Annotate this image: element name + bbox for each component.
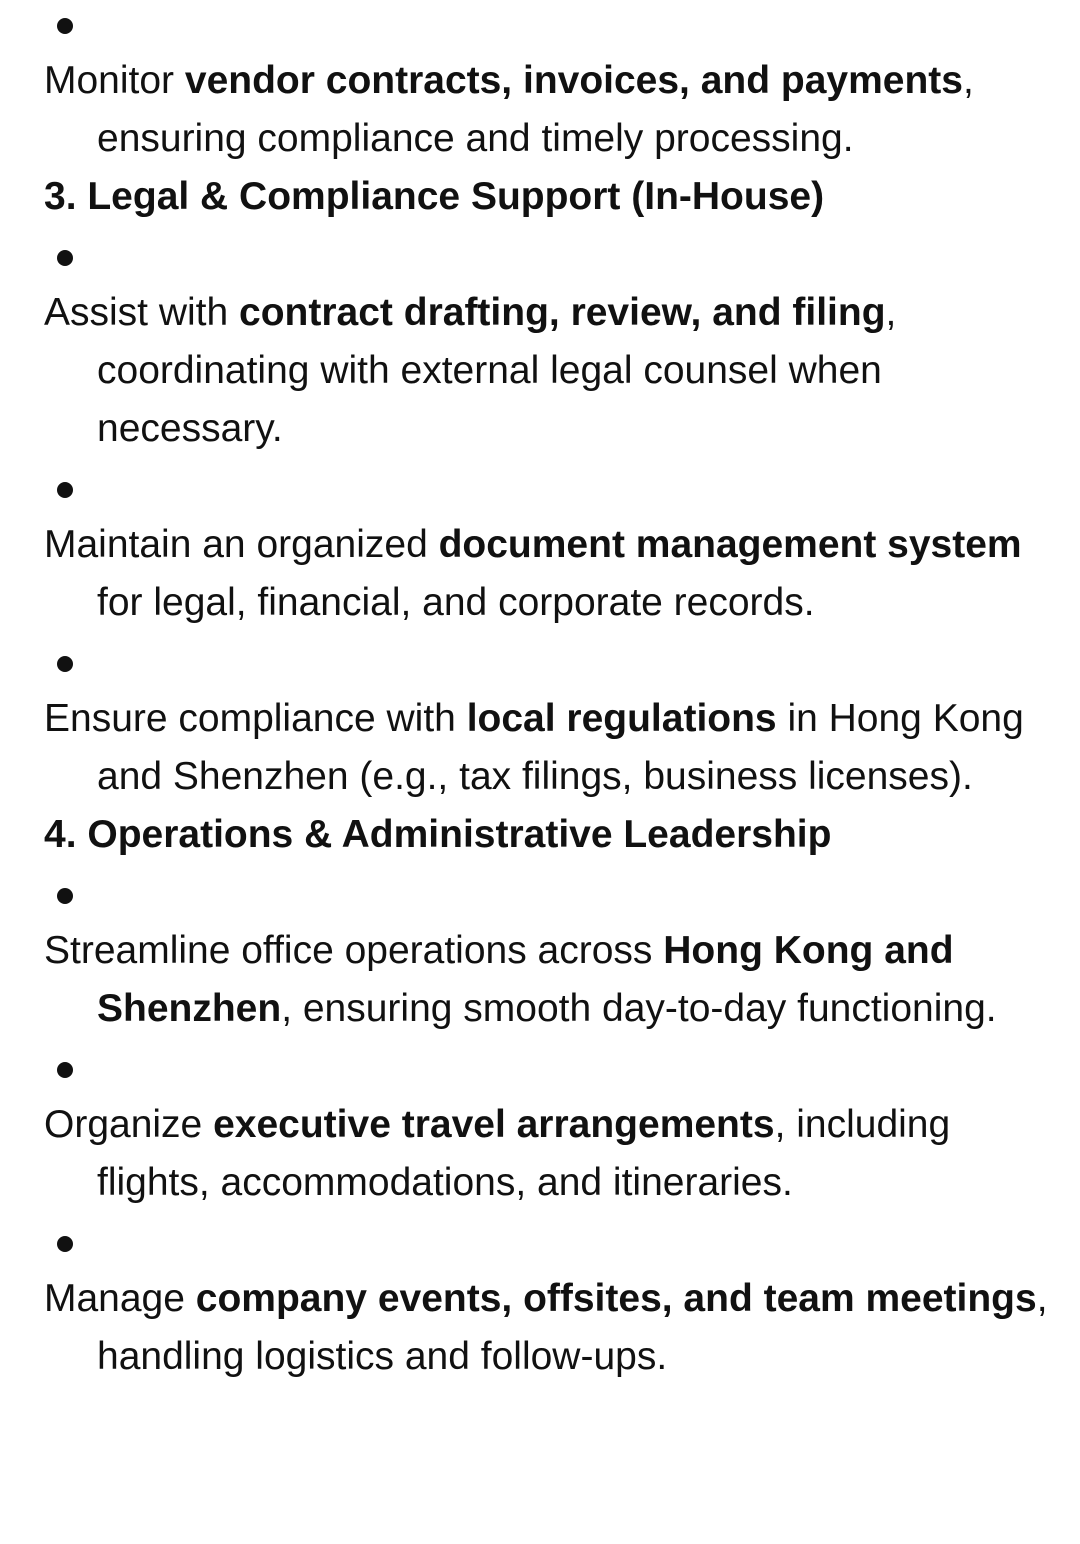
text-run: Manage [44,1277,196,1320]
list-item [0,1270,1080,1386]
bold-phrase: local regulations [466,697,777,740]
bullet-dot-icon [57,656,73,672]
text-run: , ensuring compliance and timely processing. [97,59,974,160]
bullet-dot-icon [57,18,73,34]
list-item [0,516,1080,632]
bold-phrase: executive travel arrangements [213,1103,775,1146]
text-run: Ensure compliance with [44,697,467,740]
bold-phrase: vendor contracts, invoices, and payments [184,59,963,102]
bullet-marker [0,864,1080,922]
bullet-marker [0,1212,1080,1270]
text-run: in Hong Kong and Shenzhen (e.g., tax filings, business licenses). [97,697,1024,798]
list-item [0,1096,1080,1212]
bold-phrase: Hong Kong and Shenzhen [97,929,954,1030]
bullet-marker [0,1038,1080,1096]
bullet-marker [0,632,1080,690]
bold-phrase: document management system [438,523,1022,566]
bullet-dot-icon [57,888,73,904]
bold-phrase: company events, offsites, and team meetings [195,1277,1037,1320]
bullet-dot-icon [57,482,73,498]
text-run: Streamline office operations across [44,929,664,972]
text-run: , including flights, accommodations, and itineraries. [97,1103,951,1204]
section-heading: 4. Operations & Administrative Leadership [44,813,832,856]
text-run: Monitor [44,59,185,102]
bullet-dot-icon [57,1236,73,1252]
bullet-marker [0,458,1080,516]
text-run: , ensuring smooth day-to-day functioning. [281,987,997,1030]
text-run: Maintain an organized [44,523,439,566]
bullet-marker [0,226,1080,284]
bullet-dot-icon [57,250,73,266]
bullet-marker [0,0,1080,52]
list-item [0,52,1080,168]
list-item [0,690,1080,806]
text-run: , handling logistics and follow-ups. [97,1277,1048,1378]
text-run: , coordinating with external legal counsel when necessary. [97,291,897,450]
text-run: Organize [44,1103,214,1146]
list-item [0,284,1080,458]
text-run: Assist with [44,291,240,334]
list-item [0,922,1080,1038]
text-run: for legal, financial, and corporate records. [97,581,815,624]
bullet-dot-icon [57,1062,73,1078]
bold-phrase: contract drafting, review, and filing [239,291,886,334]
section-heading: 3. Legal & Compliance Support (In-House) [44,175,825,218]
